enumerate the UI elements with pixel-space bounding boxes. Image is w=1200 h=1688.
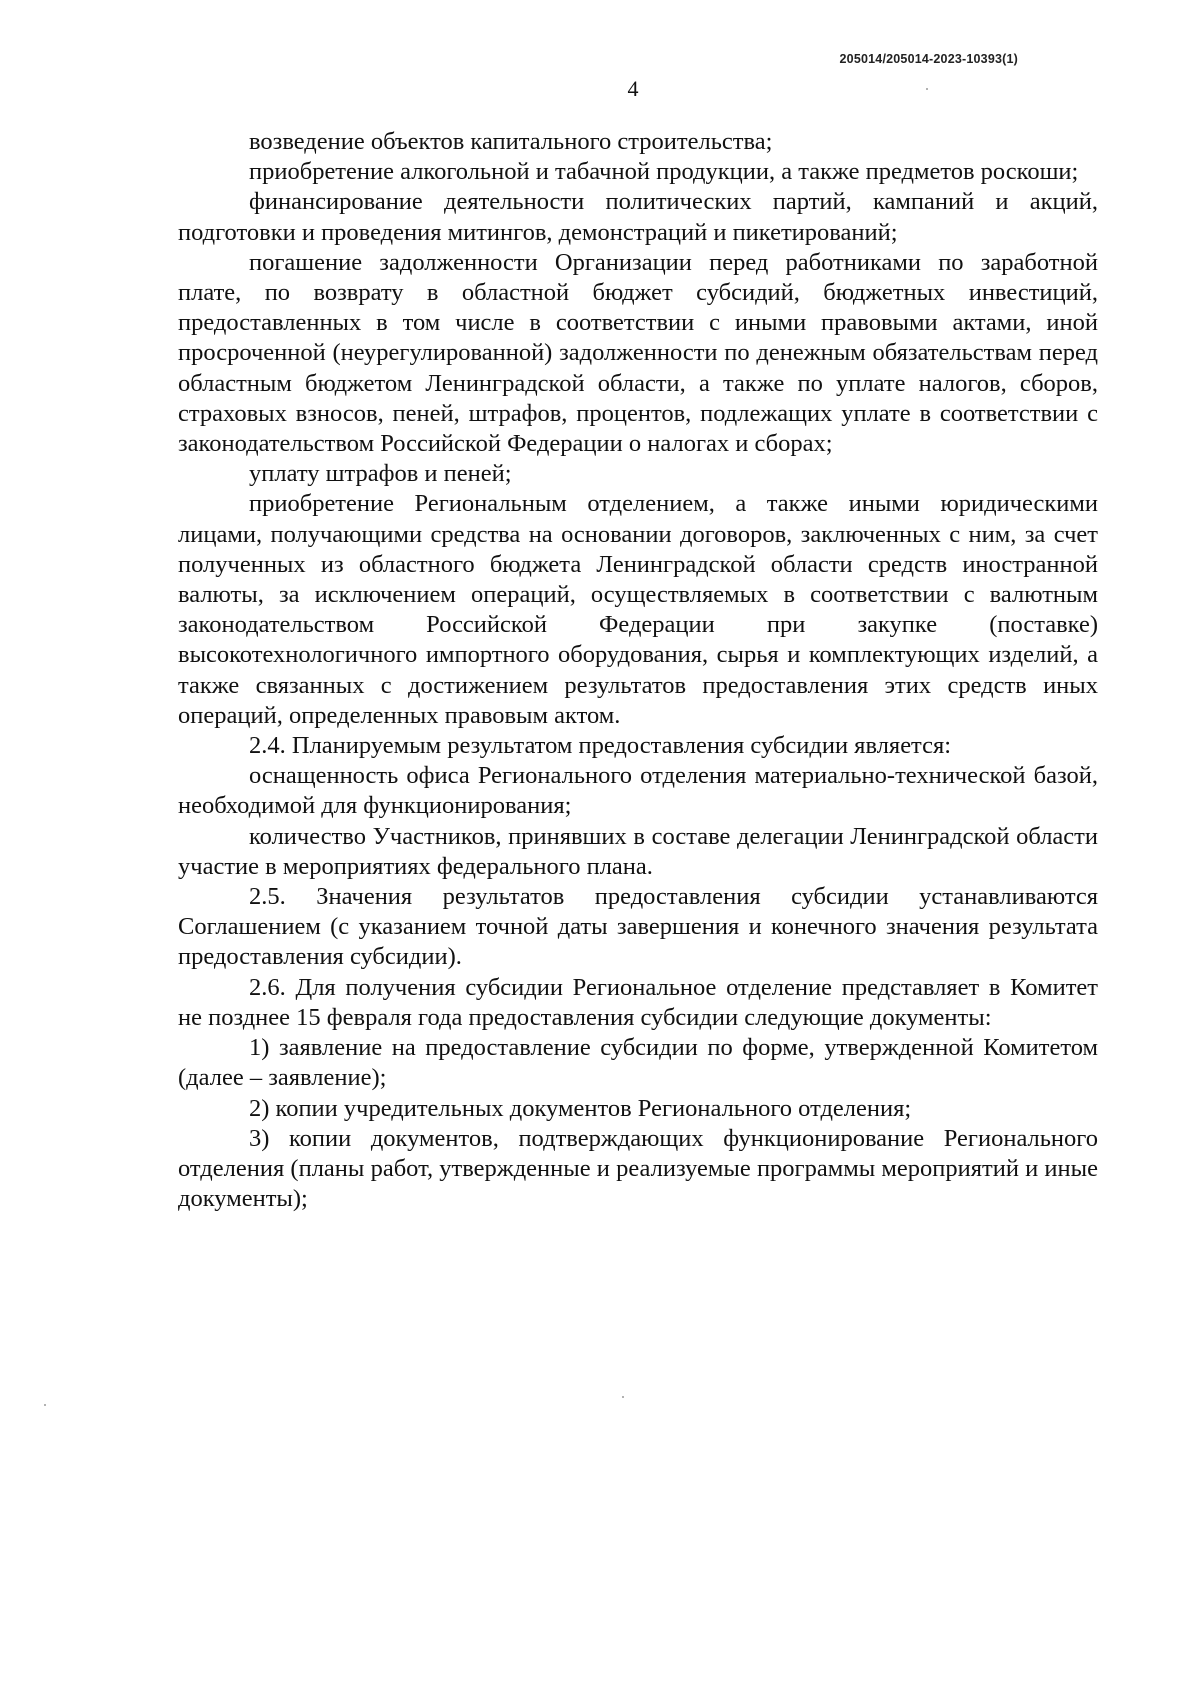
paragraph: приобретение Региональным отделением, а также иными юридическими лицами, получающими средства на основании договоров, заключенных с ним, за счет полученных из областного бюджета Ленинградской области средств иностранной валюты, за исключением операций, осуществляемых в соответствии с валютным законодательством Российской Федерации при закупке (поставке) высокотехнологичного импортного оборудования, сырья и комплектующих изделий, а также связанных с достижением результатов предоставления этих средств иных операций, определенных правовым актом. (178, 490, 1098, 729)
document-id: 205014/205014-2023-10393(1) (839, 52, 1018, 66)
scan-speck (622, 1396, 624, 1398)
paragraph: 3) копии документов, подтверждающих функционирование Регионального отделения (планы работ, утвержденные и реализуемые программы мероприятий и иные документы); (178, 1124, 1098, 1213)
scan-speck (44, 1404, 46, 1406)
paragraph: 2.5. Значения результатов предоставления субсидии устанавливаются Соглашением (с указанием точной даты завершения и конечного значения результата предоставления субсидии). (178, 883, 1098, 971)
paragraph: возведение объектов капитального строительства; (249, 128, 773, 155)
scan-speck (926, 88, 928, 90)
paragraph: 1) заявление на предоставление субсидии по форме, утвержденной Комитетом (далее – заявление); (178, 1034, 1098, 1092)
paragraph: оснащенность офиса Регионального отделения материально-технической базой, необходимой для функционирования; (178, 762, 1098, 820)
paragraph: количество Участников, принявших в составе делегации Ленинградской области участие в мероприятиях федерального плана. (178, 822, 1098, 880)
paragraph: финансирование деятельности политических партий, кампаний и акций, подготовки и проведения митингов, демонстраций и пикетирований; (178, 188, 1098, 246)
document-body (178, 127, 1098, 1214)
page-number: 4 (627, 76, 639, 101)
paragraph: приобретение алкогольной и табачной продукции, а также предметов роскоши; (249, 158, 1079, 186)
paragraph: 2) копии учредительных документов Регионального отделения; (249, 1094, 912, 1122)
paragraph: уплату штрафов и пеней; (249, 460, 512, 488)
paragraph: погашение задолженности Организации перед работниками по заработной плате, по возврату в областной бюджет субсидий, бюджетных инвестиций, предоставленных в том числе в соответствии с иными правовыми актами, иной просроченной (неурегулированной) задолженности по денежным обязательствам перед областным бюджетом Ленинградской области, а также по уплате налогов, сборов, страховых взносов, пеней, штрафов, процентов, подлежащих уплате в соответствии с законодательством Российской Федерации о налогах и сборах; (178, 248, 1098, 458)
paragraph: 2.6. Для получения субсидии Региональное отделение представляет в Комитет не позднее 15 февраля года предоставления субсидии следующие документы: (178, 973, 1098, 1031)
paragraph: 2.4. Планируемым результатом предоставления субсидии является: (249, 732, 952, 760)
